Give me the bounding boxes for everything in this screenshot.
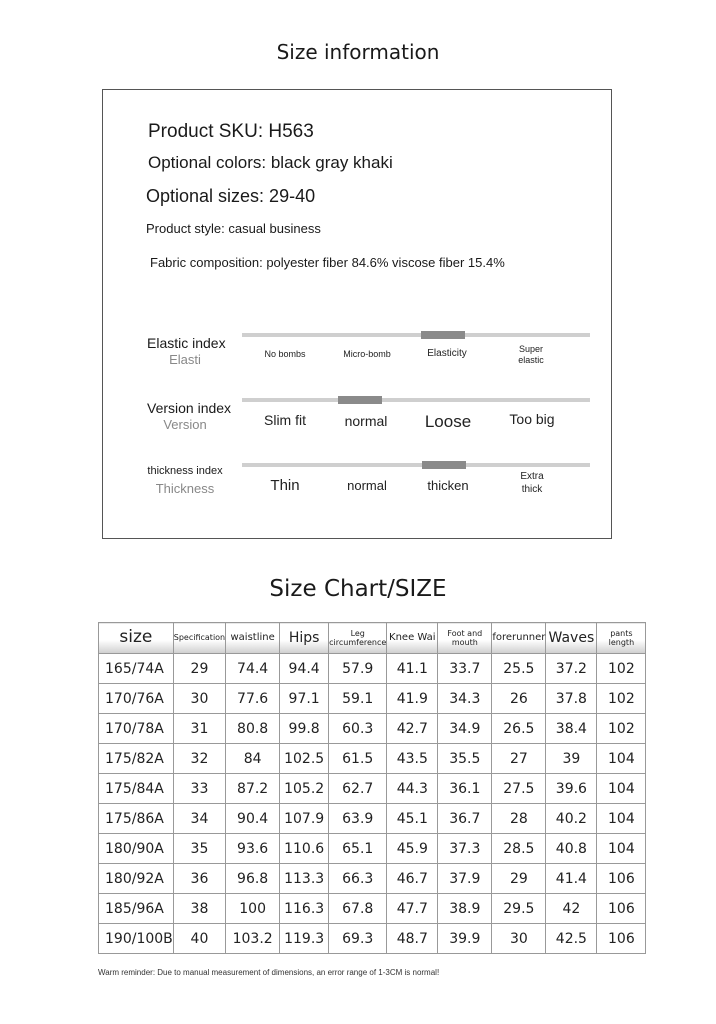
thickness-option-1: Thin [270,477,300,494]
table-cell: 99.8 [280,714,329,744]
table-row [99,744,646,774]
version-option-2: normal [344,413,388,429]
size-cell: 170/78A [99,714,174,744]
table-body [99,654,646,954]
table-row [99,654,646,684]
table-cell: 107.9 [280,804,329,834]
table-row [99,834,646,864]
table-cell: 33.7 [438,654,492,684]
header-foot-mouth: Foot and mouth [438,623,492,654]
table-cell: 31 [173,714,225,744]
table-cell: 94.4 [280,654,329,684]
table-cell: 41.9 [387,684,438,714]
info-title: Size information [276,40,440,64]
table-row [99,774,646,804]
version-index-title: Version index [147,400,232,416]
table-cell: 57.9 [329,654,387,684]
table-cell: 42 [546,894,597,924]
table-cell: 106 [597,924,646,954]
table-cell: 39.9 [438,924,492,954]
product-info-box [102,89,612,539]
table-cell: 39 [546,744,597,774]
table-cell: 42.5 [546,924,597,954]
thickness-index-marker [422,461,466,469]
table-cell: 37.3 [438,834,492,864]
table-cell: 43.5 [387,744,438,774]
table-row [99,684,646,714]
table-cell: 61.5 [329,744,387,774]
table-cell: 90.4 [226,804,280,834]
table-cell: 102 [597,684,646,714]
table-cell: 46.7 [387,864,438,894]
size-cell: 170/76A [99,684,174,714]
table-cell: 100 [226,894,280,924]
table-cell: 60.3 [329,714,387,744]
elastic-index-track [242,333,590,337]
table-cell: 102 [597,654,646,684]
table-cell: 29 [173,654,225,684]
table-row [99,864,646,894]
table-cell: 69.3 [329,924,387,954]
elastic-index-subtitle: Elasti [169,352,201,367]
table-cell: 36.1 [438,774,492,804]
table-cell: 62.7 [329,774,387,804]
table-cell: 25.5 [492,654,546,684]
table-cell: 30 [492,924,546,954]
header-hips: Hips [280,623,329,654]
table-cell: 87.2 [226,774,280,804]
table-cell: 37.8 [546,684,597,714]
fabric-composition: Fabric composition: polyester fiber 84.6% viscose fiber 15.4% [150,255,505,270]
elastic-option-2: Micro-bomb [343,349,391,359]
version-option-3: Loose [424,412,472,431]
table-cell: 40.2 [546,804,597,834]
header-specification: Specification [173,623,225,654]
table-header-row [99,623,646,654]
table-cell: 66.3 [329,864,387,894]
header-forerunner: forerunner [492,623,546,654]
version-index-marker [338,396,382,404]
header-waves: Waves [546,623,597,654]
table-cell: 36 [173,864,225,894]
table-cell: 34.3 [438,684,492,714]
product-style: Product style: casual business [146,221,321,236]
table-cell: 35 [173,834,225,864]
table-cell: 35.5 [438,744,492,774]
table-cell: 103.2 [226,924,280,954]
product-colors: Optional colors: black gray khaki [148,153,393,172]
table-cell: 38 [173,894,225,924]
table-cell: 34.9 [438,714,492,744]
thickness-option-2: normal [347,478,387,493]
table-cell: 41.4 [546,864,597,894]
table-cell: 29 [492,864,546,894]
table-cell: 39.6 [546,774,597,804]
size-cell: 185/96A [99,894,174,924]
table-cell: 96.8 [226,864,280,894]
header-pants-length: pants length [597,623,646,654]
thickness-index-track [242,463,590,467]
table-row [99,894,646,924]
size-chart-title: Size Chart/SIZE [269,576,447,602]
table-cell: 44.3 [387,774,438,804]
table-cell: 104 [597,834,646,864]
table-cell: 32 [173,744,225,774]
table-cell: 106 [597,894,646,924]
table-cell: 36.7 [438,804,492,834]
product-sizes: Optional sizes: 29-40 [146,186,316,206]
elastic-option-1: No bombs [264,349,306,359]
table-cell: 33 [173,774,225,804]
table-row [99,714,646,744]
table-cell: 113.3 [280,864,329,894]
thickness-index-title: thickness index [147,465,223,477]
table-row [99,924,646,954]
size-cell: 175/86A [99,804,174,834]
table-cell: 42.7 [387,714,438,744]
size-cell: 180/90A [99,834,174,864]
thickness-index-label [147,465,223,496]
table-cell: 27.5 [492,774,546,804]
table-cell: 77.6 [226,684,280,714]
table-cell: 26.5 [492,714,546,744]
table-cell: 110.6 [280,834,329,864]
table-cell: 102.5 [280,744,329,774]
table-cell: 38.4 [546,714,597,744]
version-index-subtitle: Version [163,417,207,432]
header-size: size [99,623,174,654]
table-cell: 106 [597,864,646,894]
header-knee: Knee Wai [387,623,438,654]
size-cell: 180/92A [99,864,174,894]
table-cell: 29.5 [492,894,546,924]
table-cell: 30 [173,684,225,714]
elastic-option-4: Super elastic [518,344,544,366]
table-cell: 74.4 [226,654,280,684]
table-cell: 104 [597,804,646,834]
table-cell: 105.2 [280,774,329,804]
table-cell: 48.7 [387,924,438,954]
size-chart-table [98,622,646,954]
table-cell: 45.9 [387,834,438,864]
table-cell: 38.9 [438,894,492,924]
table-cell: 104 [597,774,646,804]
thickness-option-3: thicken [427,478,469,493]
table-cell: 45.1 [387,804,438,834]
size-cell: 175/84A [99,774,174,804]
warm-reminder: Warm reminder: Due to manual measurement of dimensions, an error range of 1-3CM is normal! [98,968,440,977]
table-cell: 93.6 [226,834,280,864]
table-cell: 28 [492,804,546,834]
version-index-label [147,400,232,432]
thickness-option-4: Extra thick [520,471,544,495]
header-waistline: waistline [226,623,280,654]
table-cell: 80.8 [226,714,280,744]
table-cell: 119.3 [280,924,329,954]
thickness-index-subtitle: Thickness [155,481,215,496]
version-option-1: Slim fit [264,412,306,428]
table-cell: 37.2 [546,654,597,684]
elastic-option-3: Elasticity [427,348,467,359]
table-cell: 41.1 [387,654,438,684]
version-index-track [242,398,590,402]
table-cell: 47.7 [387,894,438,924]
table-cell: 65.1 [329,834,387,864]
table-cell: 59.1 [329,684,387,714]
table-cell: 27 [492,744,546,774]
table-cell: 84 [226,744,280,774]
table-cell: 34 [173,804,225,834]
table-cell: 97.1 [280,684,329,714]
table-cell: 37.9 [438,864,492,894]
table-row [99,804,646,834]
version-option-4: Too big [509,411,555,427]
table-cell: 67.8 [329,894,387,924]
table-cell: 26 [492,684,546,714]
table-cell: 40.8 [546,834,597,864]
size-cell: 175/82A [99,744,174,774]
table-cell: 28.5 [492,834,546,864]
table-cell: 116.3 [280,894,329,924]
product-sku: Product SKU: H563 [148,121,314,142]
elastic-index-label [147,335,226,367]
elastic-index-marker [421,331,465,339]
header-leg-circumference: Leg circumference [329,623,387,654]
size-cell: 190/100B [99,924,174,954]
table-cell: 63.9 [329,804,387,834]
elastic-index-title: Elastic index [147,335,226,351]
size-cell: 165/74A [99,654,174,684]
table-cell: 102 [597,714,646,744]
table-cell: 104 [597,744,646,774]
table-cell: 40 [173,924,225,954]
